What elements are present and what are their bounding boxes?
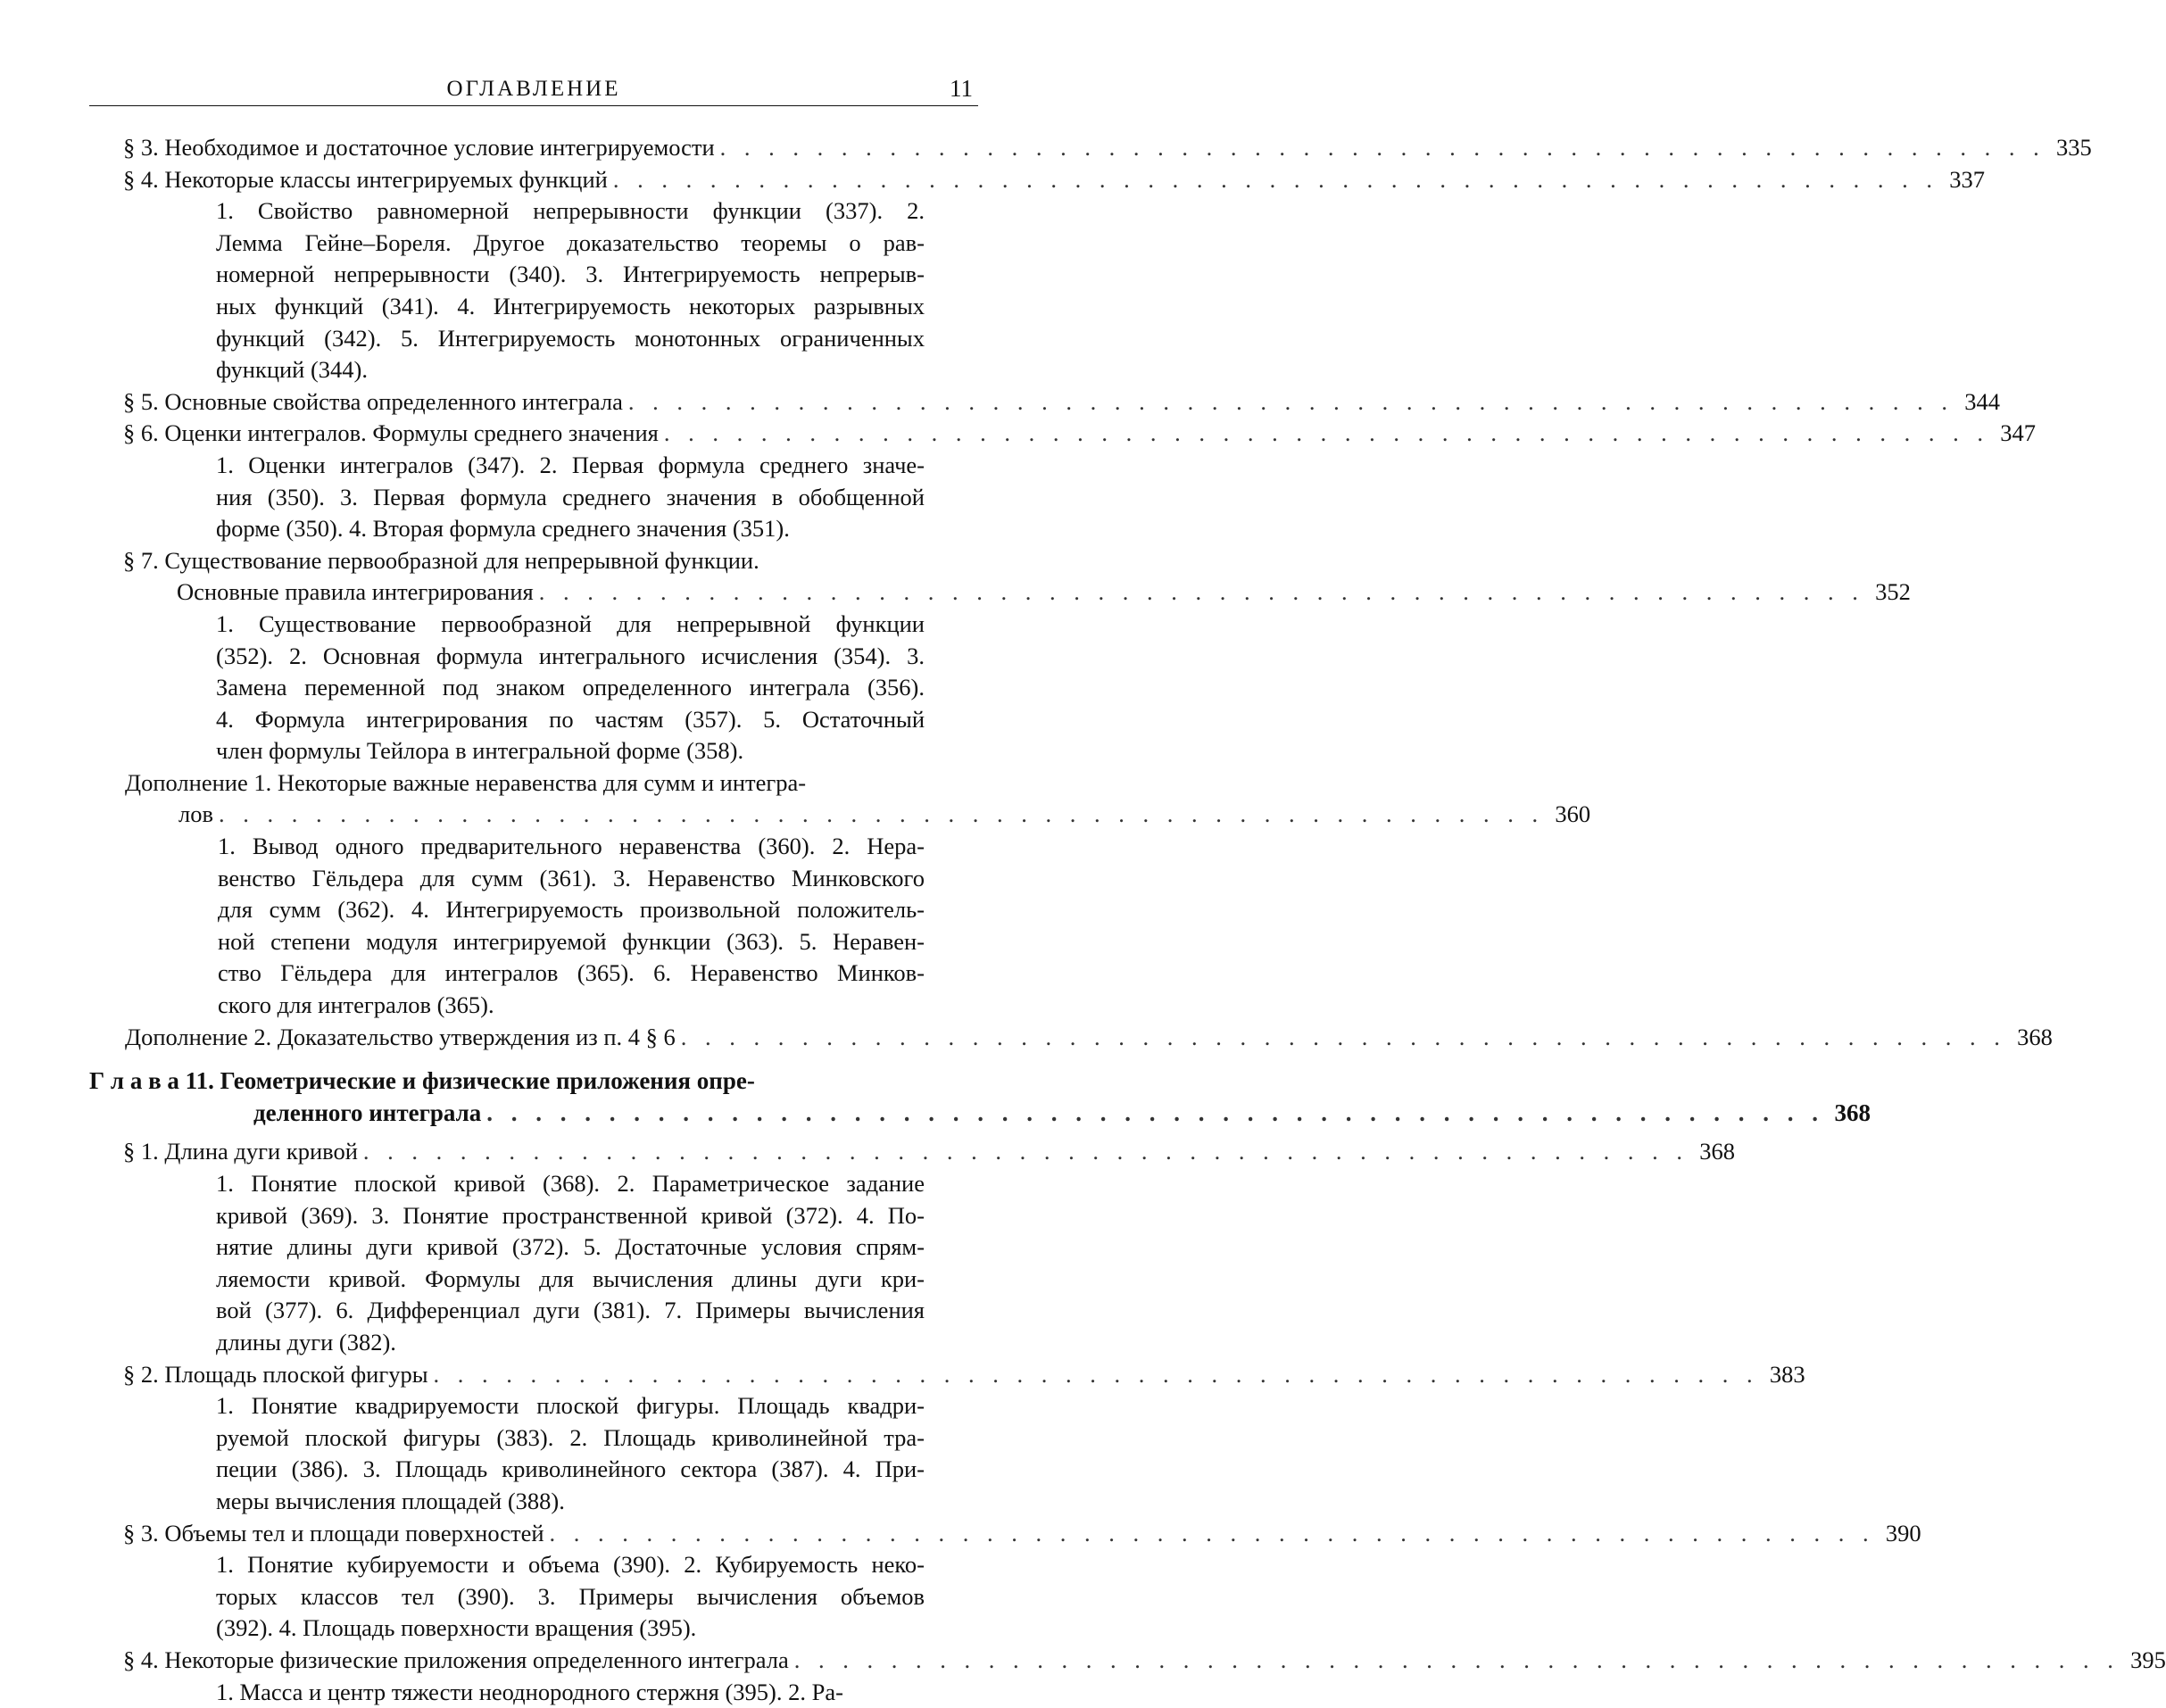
toc-entry-title-line — [123, 545, 978, 577]
toc-subsection-line: ных функций (341). 4. Интегрируемость некоторых разрывных — [216, 291, 925, 323]
toc-entry-title: Г л а в а 11. Геометрические и физические приложения опре- — [89, 1067, 755, 1094]
dot-leader: . . . . . . . . . . . . . . . . . . . . . . . . . . . . . . . . . . . . . . . . . . . . . . . . . . . . . . . — [720, 132, 2046, 164]
toc-subsection-line: 1. Масса и центр тяжести неоднородного стержня (395). 2. Ра- — [216, 1677, 925, 1708]
dot-leader: . . . . . . . . . . . . . . . . . . . . . . . . . . . . . . . . . . . . . . . . . . . . . . . . . . . . . . . — [539, 576, 1864, 609]
toc-subsection-line: ния (350). 3. Первая формула среднего значения в обобщенной — [216, 482, 925, 514]
toc-subsection-line: номерной непрерывности (340). 3. Интегрируемость непрерыв- — [216, 259, 925, 291]
toc-page-ref: 347 — [1995, 418, 2036, 450]
toc-entry-appendix — [89, 767, 978, 1022]
toc-page-ref: 335 — [2051, 132, 2092, 164]
toc-entry-title-line — [125, 799, 978, 831]
toc-entry-title-line — [89, 1065, 978, 1098]
toc-entry-title-line — [123, 132, 978, 164]
dot-leader: . . . . . . . . . . . . . . . . . . . . . . . . . . . . . . . . . . . . . . . . . . . . . . . . . . . . . . . — [664, 418, 1989, 450]
toc-subsection-line: 1. Оценки интегралов (347). 2. Первая формула среднего значе- — [216, 450, 925, 482]
toc-page-ref: 390 — [1880, 1518, 1921, 1550]
toc-subsection-line: 1. Существование первообразной для непрерывной функции — [216, 609, 925, 641]
toc-entry-section — [89, 545, 978, 767]
toc-entry-title: лов — [125, 799, 213, 831]
toc-subsections — [123, 1677, 978, 1708]
toc-subsection-line: Замена переменной под знаком определенного интеграла (356). — [216, 672, 925, 704]
toc-subsections — [123, 609, 978, 767]
dot-leader: . . . . . . . . . . . . . . . . . . . . . . . . . . . . . . . . . . . . . . . . . . . . . . . . . . . . . . . — [681, 1022, 2006, 1054]
toc-page-ref: 395 — [2125, 1645, 2166, 1677]
toc-subsections — [123, 450, 978, 545]
toc-subsections — [123, 1390, 978, 1517]
toc-page-ref: 344 — [1959, 386, 2000, 419]
toc-subsection-line: руемой плоской фигуры (383). 2. Площадь криволинейной тра- — [216, 1422, 925, 1455]
toc-entry-section — [89, 1359, 978, 1518]
toc-subsections — [123, 1549, 978, 1645]
toc-entry-title: § 5. Основные свойства определенного интеграла — [123, 386, 623, 419]
toc-entry-title: § 6. Оценки интегралов. Формулы среднего значения — [123, 418, 659, 450]
toc-entry-section — [89, 386, 978, 419]
toc-subsection-line: (392). 4. Площадь поверхности вращения (395). — [216, 1613, 925, 1645]
toc-page-ref: 368 — [1694, 1136, 1735, 1168]
dot-leader: . . . . . . . . . . . . . . . . . . . . . . . . . . . . . . . . . . . . . . . . . . . . . . . . . . . . . . . — [363, 1136, 1689, 1168]
toc-entry-title: Дополнение 1. Некоторые важные неравенства для сумм и интегра- — [125, 769, 806, 796]
toc-entry-section — [89, 1645, 978, 1708]
toc-subsection-line: венство Гёльдера для сумм (361). 3. Неравенство Минковского — [218, 863, 925, 895]
toc-subsection-line: 4. Формула интегрирования по частям (357). 5. Остаточный — [216, 704, 925, 736]
running-header — [89, 70, 978, 106]
toc-page-ref: 368 — [2012, 1022, 2053, 1054]
toc-subsection-line: нятие длины дуги кривой (372). 5. Достаточные условия спрям- — [216, 1231, 925, 1264]
toc-entries — [89, 132, 978, 1708]
toc-subsection-line: пеции (386). 3. Площадь криволинейного сектора (387). 4. При- — [216, 1454, 925, 1486]
dot-leader: . . . . . . . . . . . . . . . . . . . . . . . . . . . . . . . . . . . . . . . . . . . . . . . . . . . . . . . — [628, 386, 1954, 419]
toc-entry-title-line — [123, 418, 978, 450]
toc-entry-title: § 7. Существование первообразной для непрерывной функции. — [123, 547, 759, 574]
toc-entry-title-line — [123, 164, 978, 196]
toc-entry-title: § 3. Объемы тел и площади поверхностей — [123, 1518, 544, 1550]
dot-leader: . . . . . . . . . . . . . . . . . . . . . . . . . . . . . . . . . . . . . . . . . . . . . . . . . . . . . . . — [486, 1098, 1824, 1130]
toc-entry-title: деленного интеграла — [89, 1098, 481, 1130]
toc-entry-title-line — [123, 576, 978, 609]
toc-subsection-line: меры вычисления площадей (388). — [216, 1486, 925, 1518]
toc-entry-title: § 2. Площадь плоской фигуры — [123, 1359, 428, 1391]
toc-subsection-line: кривой (369). 3. Понятие пространственной кривой (372). 4. По- — [216, 1200, 925, 1232]
toc-subsections — [123, 195, 978, 386]
toc-page-ref: 360 — [1549, 799, 1590, 831]
toc-subsection-line: 1. Свойство равномерной непрерывности функции (337). 2. — [216, 195, 925, 228]
toc-entry-title-line — [123, 1359, 978, 1391]
toc-subsections — [123, 1168, 978, 1359]
toc-subsection-line: форме (350). 4. Вторая формула среднего значения (351). — [216, 513, 925, 545]
toc-entry-title-line — [123, 1136, 978, 1168]
toc-page — [89, 70, 978, 106]
toc-subsection-line: длины дуги (382). — [216, 1327, 925, 1359]
toc-page-ref: 383 — [1764, 1359, 1805, 1391]
toc-page-ref: 352 — [1870, 576, 1911, 609]
toc-entry-section — [89, 1136, 978, 1358]
toc-entry-section — [89, 1518, 978, 1645]
toc-entry-section — [89, 164, 978, 386]
toc-subsection-line: вой (377). 6. Дифференциал дуги (381). 7. Примеры вычисления — [216, 1295, 925, 1327]
toc-subsections — [125, 831, 978, 1022]
dot-leader: . . . . . . . . . . . . . . . . . . . . . . . . . . . . . . . . . . . . . . . . . . . . . . . . . . . . . . . — [550, 1518, 1875, 1550]
running-title: ОГЛАВЛЕНИЕ — [89, 77, 978, 102]
toc-entry-title: Основные правила интегрирования — [123, 576, 534, 609]
toc-subsection-line: функций (344). — [216, 354, 925, 386]
toc-entry-title-line — [123, 1645, 978, 1677]
toc-subsection-line: ляемости кривой. Формулы для вычисления длины дуги кри- — [216, 1264, 925, 1296]
toc-subsection-line: 1. Понятие квадрируемости плоской фигуры. Площадь квадри- — [216, 1390, 925, 1422]
toc-subsection-line: функций (342). 5. Интегрируемость монотонных ограниченных — [216, 323, 925, 355]
toc-subsection-line: член формулы Тейлора в интегральной форме (358). — [216, 735, 925, 767]
toc-subsection-line: 1. Понятие плоской кривой (368). 2. Параметрическое задание — [216, 1168, 925, 1200]
dot-leader: . . . . . . . . . . . . . . . . . . . . . . . . . . . . . . . . . . . . . . . . . . . . . . . . . . . . . . . — [434, 1359, 1759, 1391]
toc-page-ref: 368 — [1830, 1098, 1871, 1130]
dot-leader: . . . . . . . . . . . . . . . . . . . . . . . . . . . . . . . . . . . . . . . . . . . . . . . . . . . . . . . — [613, 164, 1938, 196]
toc-subsection-line: 1. Понятие кубируемости и объема (390). 2. Кубируемость неко- — [216, 1549, 925, 1581]
toc-subsection-line: (352). 2. Основная формула интегрального исчисления (354). 3. — [216, 641, 925, 673]
toc-entry-section — [89, 132, 978, 164]
toc-subsection-line: ной степени модуля интегрируемой функции (363). 5. Неравен- — [218, 926, 925, 958]
toc-entry-title-line — [125, 1022, 978, 1054]
toc-entry-title: § 4. Некоторые классы интегрируемых функций — [123, 164, 608, 196]
toc-subsection-line: ского для интегралов (365). — [218, 990, 925, 1022]
toc-subsection-line: 1. Вывод одного предварительного неравенства (360). 2. Нера- — [218, 831, 925, 863]
toc-entry-chapter — [89, 1065, 978, 1129]
toc-subsection-line: торых классов тел (390). 3. Примеры вычисления объемов — [216, 1581, 925, 1613]
toc-entry-title-line — [123, 1518, 978, 1550]
toc-entry-title: § 3. Необходимое и достаточное условие интегрируемости — [123, 132, 715, 164]
toc-entry-title-line — [123, 386, 978, 419]
dot-leader: . . . . . . . . . . . . . . . . . . . . . . . . . . . . . . . . . . . . . . . . . . . . . . . . . . . . . . . — [219, 799, 1544, 831]
toc-subsection-line: ство Гёльдера для интегралов (365). 6. Неравенство Минков- — [218, 958, 925, 990]
toc-subsection-line: для сумм (362). 4. Интегрируемость произвольной положитель- — [218, 894, 925, 926]
toc-page-ref: 337 — [1944, 164, 1985, 196]
toc-entry-section — [89, 418, 978, 544]
page-number: 11 — [950, 75, 973, 103]
toc-entry-title-line — [89, 1098, 978, 1130]
toc-entry-appendix — [89, 1022, 978, 1054]
toc-entry-title: § 1. Длина дуги кривой — [123, 1136, 358, 1168]
toc-subsection-line: Лемма Гейне–Бореля. Другое доказательство теоремы о рав- — [216, 228, 925, 260]
dot-leader: . . . . . . . . . . . . . . . . . . . . . . . . . . . . . . . . . . . . . . . . . . . . . . . . . . . . . . . — [794, 1645, 2120, 1677]
toc-entry-title: Дополнение 2. Доказательство утверждения из п. 4 § 6 — [125, 1022, 676, 1054]
toc-entry-title: § 4. Некоторые физические приложения определенного интеграла — [123, 1645, 789, 1677]
toc-entry-title-line — [125, 767, 978, 800]
